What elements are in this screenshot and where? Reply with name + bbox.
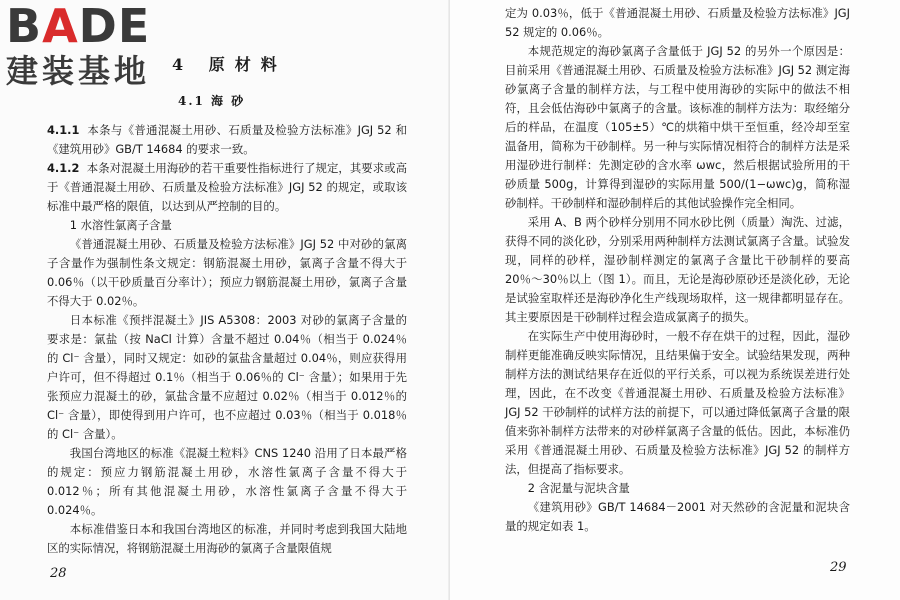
watermark-brand: BADE	[6, 0, 151, 53]
clause-number: 4.1.2	[47, 161, 80, 175]
paragraph: 本规范规定的海砂氯离子含量低于 JGJ 52 的另外一个原因是：目前采用《普通混凝土用砂、石质量及检验方法标准》JGJ 52 测定海砂氯离子含量的制样方法，与工程中使用海砂的实际中的做法不相符，且会低估海砂中氯离子的含量。该标准的制样方法为：取经缩分后的样品，在温度（105±5）℃的烘箱中烘干至恒重，经冷却至室温备用，简称为干砂制样。另一种与实际情况相符合的制样方法是采用湿砂进行制样：先测定砂的含水率 ωwc，然后根据试验所用的干砂质量 500g，计算得到湿砂的实际用量 500/(1−ωwc)g，简称湿砂制样。干砂制样和湿砂制样后的其他试验操作完全相同。	[505, 44, 850, 210]
subheading-chloride: 1 水溶性氯离子含量	[69, 218, 172, 232]
watermark-logo	[6, 2, 176, 90]
paragraph: 我国台湾地区的标准《混凝土粒料》CNS 1240 沿用了日本最严格的规定：预应力钢筋混凝土用砂，水溶性氯离子含量不得大于 0.012％；所有其他混凝土用砂，水溶性氯离子含量不得大于 0.024％。	[47, 446, 407, 517]
left-column	[47, 121, 407, 558]
clause-4-1-1	[47, 121, 407, 159]
section-title: 4.1 海 砂	[178, 94, 246, 108]
page-number: 28	[50, 566, 67, 581]
paragraph: 采用 A、B 两个砂样分别用不同水砂比例（质量）淘洗、过滤，获得不同的淡化砂，分别采用两种制样方法测试氯离子含量。试验发现，同样的砂样，湿砂制样测定的氯离子含量比干砂制样的要高 20％～30％以上（图 1）。而且，无论是海砂原砂还是淡化砂，无论是试验室取样还是海砂净化生产线现场取样，这一规律都明显存在。其主要原因是干砂制样过程会造成氯离子的损失。	[505, 215, 850, 324]
right-column	[505, 4, 850, 536]
paragraph: 在实际生产中使用海砂时，一般不存在烘干的过程，因此，湿砂制样更能准确反映实际情况，且结果偏于安全。试验结果发现，两种制样方法的测试结果存在近似的平行关系，可以视为系统误差进行处理，因此，在不改变《普通混凝土用砂、石质量及检验方法标准》JGJ 52 干砂制样的试样方法的前提下，可以通过降低氯离子含量的限值来弥补制样方法带来的对砂样氯离子含量的低估。因此，本标准仍采用《普通混凝土用砂、石质量及检验方法标准》JGJ 52 的制样方法，但提高了指标要求。	[505, 329, 850, 476]
clause-text: 本条对混凝土用海砂的若干重要性指标进行了规定，其要求或高于《普通混凝土用砂、石质量及检验方法标准》JGJ 52 的规定，或取该标准中最严格的限值，以达到从严控制的目的。	[47, 161, 407, 213]
right-page	[450, 0, 900, 600]
paragraph: 日本标准《预拌混凝土》JIS A5308：2003 对砂的氯离子含量的要求是：氯盐（按 NaCl 计算）含量不超过 0.04％（相当于 0.024％的 Cl⁻ 含量），同时又规定：如砂的氯盐含量超过 0.04％，则应获得用户许可，但不得超过 0.1％（相当于 0.06％的 Cl⁻ 含量）；如果用于先张预应力混凝土的砂，氯盐含量不应超过 0.02％（相当于 0.012％的 Cl⁻ 含量），即使得到用户许可，也不应超过 0.03％（相当于 0.018％的 Cl⁻ 含量）。	[47, 313, 407, 441]
clause-4-1-2	[47, 159, 407, 216]
clause-text: 本条与《普通混凝土用砂、石质量及检验方法标准》JGJ 52 和《建筑用砂》GB/T 14684 的要求一致。	[47, 123, 407, 156]
page-number: 29	[830, 560, 847, 575]
paragraph: 《建筑用砂》GB/T 14684－2001 对天然砂的含泥量和泥块含量的规定如表 1。	[505, 500, 850, 533]
watermark-subtitle: 建装基地	[6, 52, 151, 90]
subheading-mud-content: 2 含泥量与泥块含量	[527, 481, 630, 495]
paragraph: 定为 0.03％，低于《普通混凝土用砂、石质量及检验方法标准》JGJ 52 规定的 0.06％。	[505, 6, 850, 39]
chapter-title: 4 原材料	[172, 55, 287, 74]
paragraph: 本标准借鉴日本和我国台湾地区的标准，并同时考虑到我国大陆地区的实际情况，将钢筋混凝土用海砂的氯离子含量限值规	[47, 522, 407, 555]
clause-number: 4.1.1	[47, 123, 80, 137]
paragraph: 《普通混凝土用砂、石质量及检验方法标准》JGJ 52 中对砂的氯离子含量作为强制性条文规定：钢筋混凝土用砂，氯离子含量不得大于 0.06％（以干砂质量百分率计）；预应力钢筋混凝土用砂，氯离子含量不得大于 0.02％。	[47, 237, 407, 308]
watermark-accent-letter: A	[42, 0, 79, 53]
